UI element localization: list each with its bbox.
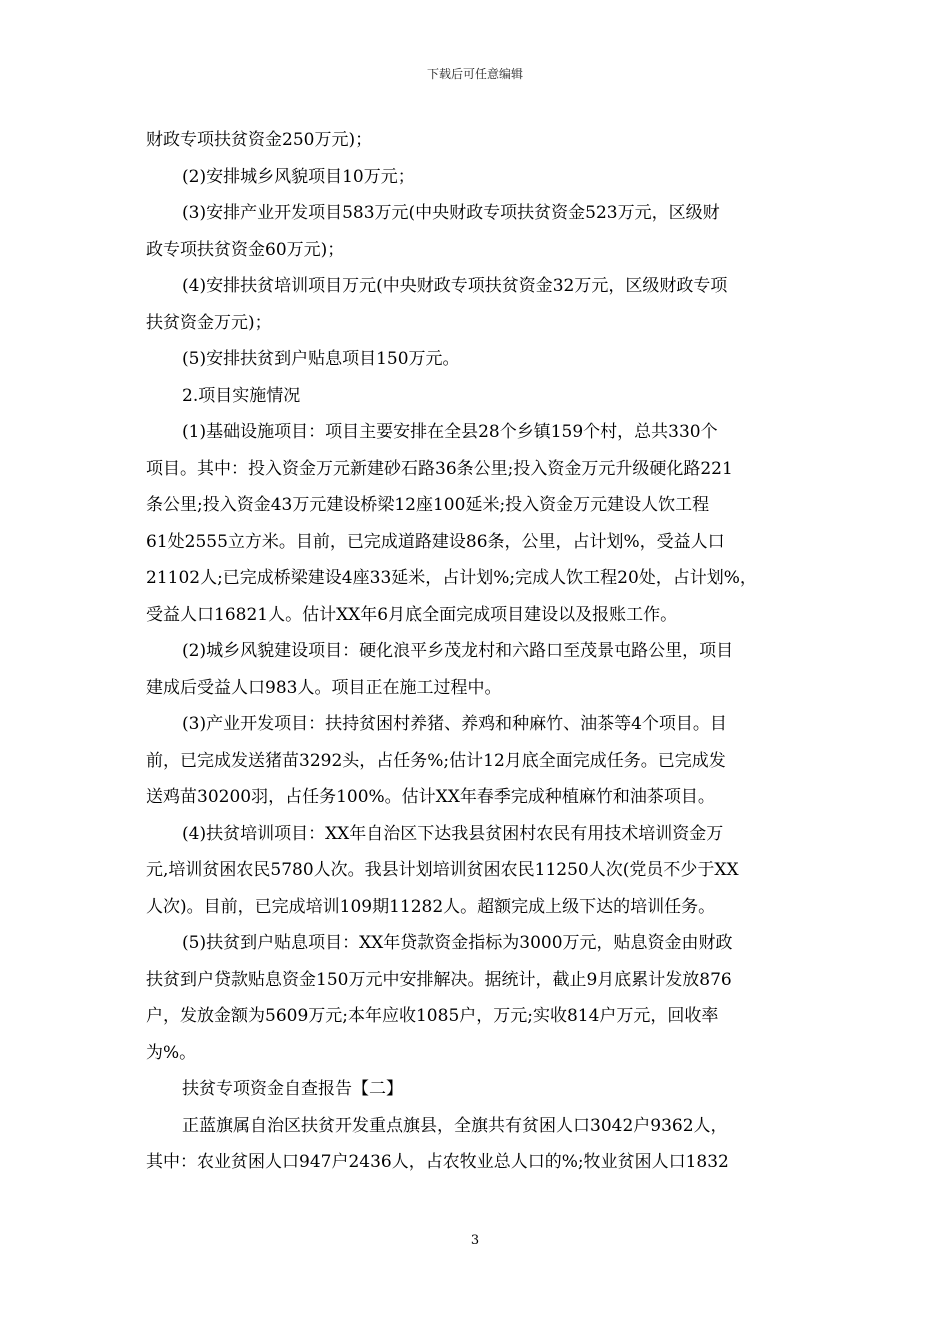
text-line: 其中：农业贫困人口947户2436人，占农牧业总人口的%;牧业贫困人口1832 (146, 1152, 729, 1172)
text-line: 元,培训贫困农民5780人次。我县计划培训贫困农民11250人次(党员不少于XX (146, 860, 739, 880)
text-line: 受益人口16821人。估计XX年6月底全面完成项目建设以及报账工作。 (146, 604, 678, 625)
text-line: (1)基础设施项目：项目主要安排在全县28个乡镇159个村，总共330个 (182, 422, 718, 442)
text-line: (3)产业开发项目：扶持贫困村养猪、养鸡和种麻竹、油茶等4个项目。目 (182, 714, 727, 734)
page-number: 3 (470, 1233, 480, 1248)
text-line: 21102人;已完成桥梁建设4座33延米，占计划%;完成人饮工程20处，占计划%， (146, 568, 757, 588)
text-line: 扶贫到户贷款贴息资金150万元中安排解决。据统计，截止9月底累计发放876 (146, 969, 732, 990)
text-line: 送鸡苗30200羽，占任务100%。估计XX年春季完成种植麻竹和油茶项目。 (146, 787, 715, 807)
text-line: 条公里;投入资金43万元建设桥梁12座100延米;投入资金万元建设人饮工程 (146, 495, 710, 515)
text-line: (3)安排产业开发项目583万元(中央财政专项扶贫资金523万元，区级财 (182, 203, 720, 223)
text-line: (4)扶贫培训项目：XX年自治区下达我县贫困村农民有用技术培训资金万 (182, 823, 724, 844)
text-line: 为%。 (146, 1042, 197, 1063)
document-body (146, 122, 810, 1181)
report-title: 扶贫专项资金自查报告【二】 (182, 1079, 403, 1099)
section-heading: 2.项目实施情况 (182, 385, 301, 406)
page-header: 下载后可任意编辑 (426, 67, 523, 81)
text-line: (2)安排城乡风貌项目10万元； (182, 166, 415, 187)
text-line: 财政专项扶贫资金250万元)； (146, 130, 373, 150)
text-line: (2)城乡风貌建设项目：硬化浪平乡茂龙村和六路口至茂景屯路公里，项目 (182, 641, 734, 661)
text-line: 项目。其中：投入资金万元新建砂石路36条公里;投入资金万元升级硬化路221 (146, 458, 733, 479)
text-line: 前，已完成发送猪苗3292头，占任务%;估计12月底全面完成任务。已完成发 (146, 750, 726, 771)
text-line: 建成后受益人口983人。项目正在施工过程中。 (146, 677, 502, 698)
text-line: 户，发放金额为5609万元;本年应收1085户，万元;实收814户万元，回收率 (146, 1006, 719, 1026)
text-line: 人次)。目前，已完成培训109期11282人。超额完成上级下达的培训任务。 (146, 896, 716, 917)
text-line: (4)安排扶贫培训项目万元(中央财政专项扶贫资金32万元，区级财政专项 (182, 276, 728, 296)
text-line: (5)安排扶贫到户贴息项目150万元。 (182, 349, 460, 369)
text-line: (5)扶贫到户贴息项目：XX年贷款资金指标为3000万元，贴息资金由财政 (182, 933, 733, 953)
text-line: 61处2555立方米。目前，已完成道路建设86条，公里，占计划%，受益人口 (146, 531, 725, 552)
text-line: 正蓝旗属自治区扶贫开发重点旗县，全旗共有贫困人口3042户9362人， (182, 1115, 728, 1136)
text-line: 扶贫资金万元)； (146, 312, 272, 333)
text-line: 政专项扶贫资金60万元)； (146, 239, 345, 260)
